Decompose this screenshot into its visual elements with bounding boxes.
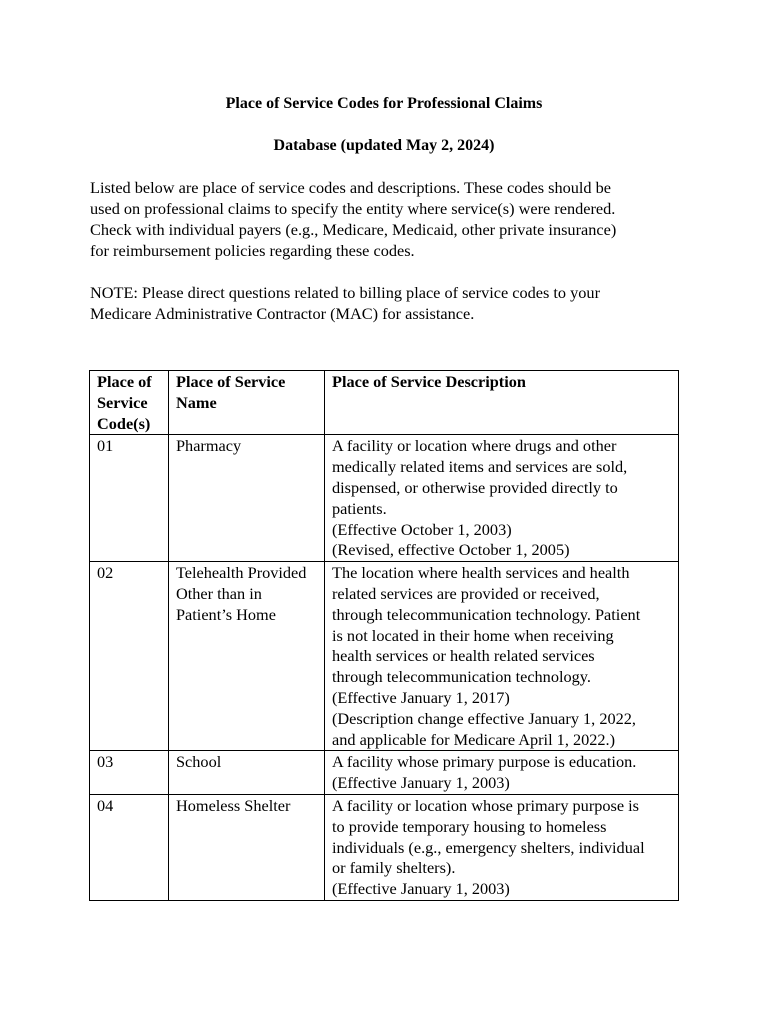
name-line: Homeless Shelter bbox=[176, 795, 291, 815]
code-cell: 02 bbox=[90, 562, 169, 751]
table-row bbox=[90, 562, 679, 751]
description-cell bbox=[325, 794, 679, 900]
description-cell bbox=[325, 562, 679, 751]
description-line: (Effective January 1, 2017) bbox=[332, 687, 510, 707]
name-cell bbox=[169, 751, 325, 795]
note-line: NOTE: Please direct questions related to billing place of service codes to your bbox=[90, 283, 600, 302]
intro-line: for reimbursement policies regarding these codes. bbox=[90, 241, 415, 260]
table-row bbox=[90, 751, 679, 795]
header-description bbox=[325, 371, 679, 435]
table-row bbox=[90, 794, 679, 900]
description-line: individuals (e.g., emergency shelters, individual bbox=[332, 837, 645, 857]
description-line: A facility or location where drugs and other bbox=[332, 436, 617, 456]
description-line: to provide temporary housing to homeless bbox=[332, 816, 607, 836]
intro-line: used on professional claims to specify the entity where service(s) were rendered. bbox=[90, 199, 616, 218]
code-cell: 03 bbox=[90, 751, 169, 795]
description-line: medically related items and services are sold, bbox=[332, 457, 628, 477]
description-line: health services or health related services bbox=[332, 646, 595, 666]
name-line: Telehealth Provided bbox=[176, 563, 307, 583]
description-line: related services are provided or received, bbox=[332, 583, 600, 603]
description-line: (Effective October 1, 2003) bbox=[332, 519, 512, 539]
header-name-line: Place of Service bbox=[176, 372, 286, 391]
name-line: Pharmacy bbox=[176, 436, 242, 456]
header-code-line: Place of bbox=[97, 372, 152, 391]
description-line: or family shelters). bbox=[332, 858, 456, 878]
name-cell bbox=[169, 562, 325, 751]
intro-paragraph bbox=[90, 177, 690, 261]
description-line: (Description change effective January 1, 2022, bbox=[332, 708, 636, 728]
header-code bbox=[90, 371, 169, 435]
note-paragraph bbox=[90, 282, 690, 324]
table-row bbox=[90, 435, 679, 562]
description-line: A facility whose primary purpose is education. bbox=[332, 752, 637, 772]
intro-line: Check with individual payers (e.g., Medicare, Medicaid, other private insurance) bbox=[90, 220, 617, 239]
note-line: Medicare Administrative Contractor (MAC) for assistance. bbox=[90, 304, 475, 323]
description-line: and applicable for Medicare April 1, 2022.) bbox=[332, 729, 616, 749]
description-cell bbox=[325, 751, 679, 795]
document-title: Place of Service Codes for Professional Claims bbox=[225, 95, 543, 112]
table-header-row bbox=[90, 371, 679, 435]
name-line: School bbox=[176, 752, 222, 772]
place-of-service-table bbox=[89, 370, 679, 901]
description-line: patients. bbox=[332, 498, 387, 518]
description-line: A facility or location whose primary purpose is bbox=[332, 795, 640, 815]
description-cell bbox=[325, 435, 679, 562]
description-line: The location where health services and health bbox=[332, 563, 630, 583]
name-cell bbox=[169, 794, 325, 900]
header-name-line: Name bbox=[176, 392, 217, 412]
description-line: (Effective January 1, 2003) bbox=[332, 773, 510, 793]
code-cell: 04 bbox=[90, 794, 169, 900]
document-subtitle: Database (updated May 2, 2024) bbox=[273, 137, 495, 154]
code-cell: 01 bbox=[90, 435, 169, 562]
description-line: is not located in their home when receiving bbox=[332, 625, 614, 645]
header-description-line: Place of Service Description bbox=[332, 372, 526, 391]
name-cell bbox=[169, 435, 325, 562]
description-line: (Revised, effective October 1, 2005) bbox=[332, 540, 570, 560]
header-code-line: Service bbox=[97, 392, 148, 412]
intro-line: Listed below are place of service codes and descriptions. These codes should be bbox=[90, 178, 611, 197]
header-code-line: Code(s) bbox=[97, 413, 151, 433]
description-line: through telecommunication technology. Patient bbox=[332, 604, 641, 624]
name-line: Other than in bbox=[176, 583, 262, 603]
description-line: through telecommunication technology. bbox=[332, 667, 591, 687]
description-line: (Effective January 1, 2003) bbox=[332, 879, 510, 899]
name-line: Patient’s Home bbox=[176, 604, 276, 624]
header-name bbox=[169, 371, 325, 435]
description-line: dispensed, or otherwise provided directly to bbox=[332, 477, 618, 497]
